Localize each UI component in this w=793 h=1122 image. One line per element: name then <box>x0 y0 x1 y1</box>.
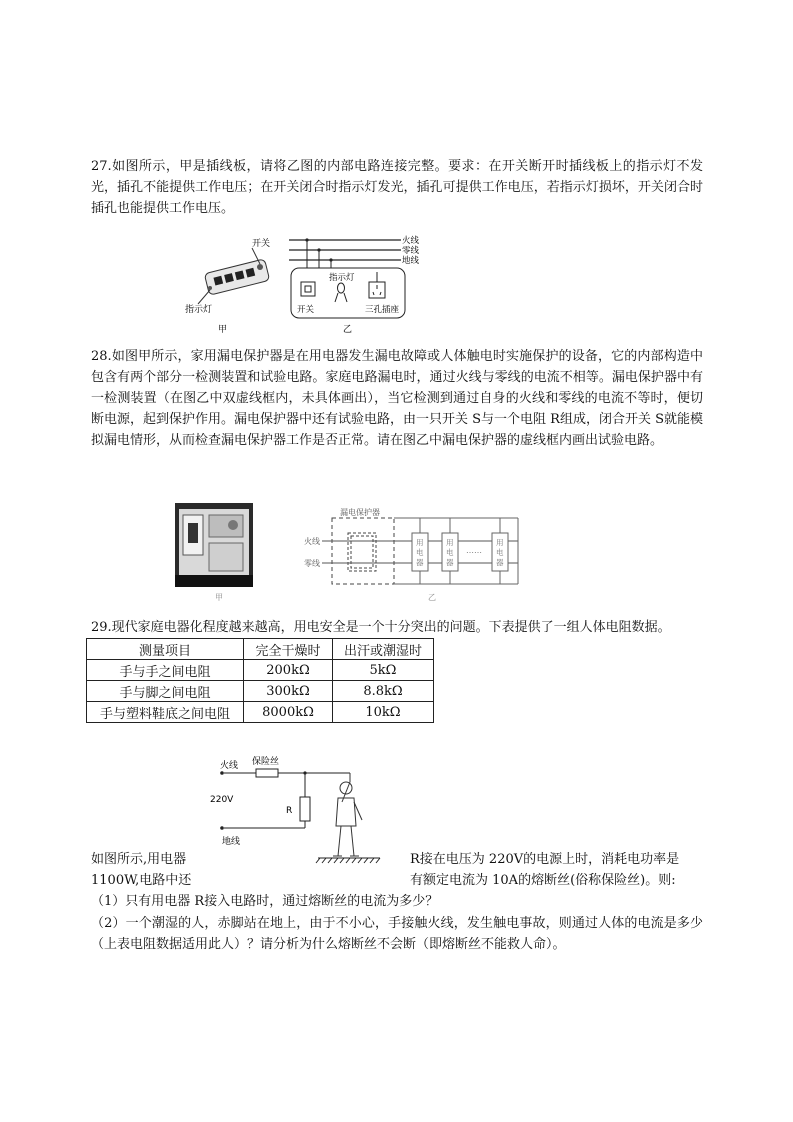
table-header: 完全干燥时 <box>244 639 333 660</box>
q28-protector-title: 漏电保护器 <box>340 508 380 517</box>
svg-text:器: 器 <box>446 558 454 567</box>
q28-neutral-label: 零线 <box>304 559 320 568</box>
svg-text:用: 用 <box>446 538 454 547</box>
lamp-symbol <box>338 283 345 293</box>
svg-text:用: 用 <box>496 538 504 547</box>
appliance-1 <box>412 518 428 584</box>
q27-ground-label: 地线 <box>402 256 420 266</box>
q29-line2-left: 1100W,电路中还 <box>91 873 192 888</box>
resistance-table <box>86 638 434 723</box>
q29-sub1: （1）只有用电器 R接入电路时，通过熔断丝的电流为多少？ <box>91 894 439 909</box>
q27-switch-label: 开关 <box>297 305 315 315</box>
resistor-symbol <box>300 797 310 821</box>
fuse-symbol <box>256 769 278 777</box>
q29-resistor-label: R <box>286 806 293 816</box>
detection-double-dashed-box <box>348 533 376 571</box>
table-cell: 8000kΩ <box>244 702 333 723</box>
q27-text: 27.如图所示，甲是插线板，请将乙图的内部电路连接完整。要求：在开关断开时插线板上的指示灯不发光，插孔不能提供工作电压；在开关闭合时指示灯发光，插孔可提供工作电压，若指示灯损坏，开关闭合时插孔也能提供工作电压。 <box>91 159 703 216</box>
table-cell: 手与脚之间电阻 <box>87 681 244 702</box>
appliance-3 <box>492 518 508 584</box>
q27-socket-label: 三孔插座 <box>365 305 400 315</box>
q29-live-label: 火线 <box>220 761 239 771</box>
power-strip-illustration <box>198 248 270 304</box>
q29-line1-right: R接在电压为 220V的电源上时，消耗电功率是 <box>410 852 680 867</box>
table-row <box>87 702 434 723</box>
q27-neutral-label: 零线 <box>402 246 420 256</box>
svg-text:器: 器 <box>496 558 504 567</box>
q29-sub2: （2）一个潮湿的人，赤脚站在地上，由于不小心，手接触火线，发生触电事故，则通过人体的电流是多少（上表电阻数据适用此人）？请分析为什么熔断丝不会断（即熔断丝不能救人命）。 <box>91 916 703 952</box>
svg-text:电: 电 <box>496 548 504 557</box>
q28-text: 28.如图甲所示，家用漏电保护器是在用电器发生漏电故障或人体触电时实施保护的设备，它的内部构造中包含有两个部分一检测装置和试验电路。家庭电路漏电时，通过火线与零线的电流不相等。漏电保护器中有一检测装置（在图乙中双虚线框内，未具体画出），当它检测到通过自身的火线和零线的电流不等时，便切断电源，起到保护作用。漏电保护器中还有试验电路，由一只开关 S与一个电阻 R组成，闭合开关 S就能模拟漏电情形，从而检查漏电保护器工作是否正常。请在图乙中漏电保护器的虚线框内画出试验电路。 <box>91 349 703 448</box>
q27-jia-lamp-label: 指示灯 <box>185 305 213 315</box>
q29-line1-left: 如图所示,用电器 <box>91 852 187 867</box>
q27-jia-caption: 甲 <box>218 325 228 335</box>
q28-ellipsis: …… <box>466 546 482 555</box>
table-cell: 10kΩ <box>333 702 434 723</box>
appliance-2 <box>442 518 458 584</box>
q29-fuse-label: 保险丝 <box>252 757 280 767</box>
q27-live-label: 火线 <box>402 236 420 246</box>
q28-jia-caption: 甲 <box>215 593 223 602</box>
q27-jia-switch-label: 开关 <box>252 239 271 249</box>
svg-text:电: 电 <box>416 548 424 557</box>
table-cell: 200kΩ <box>244 660 333 681</box>
q28-figure-jia <box>175 503 260 603</box>
q29-voltage-label: 220V <box>210 795 234 805</box>
svg-text:器: 器 <box>416 558 424 567</box>
q27-figure-yi <box>285 232 425 338</box>
q29-figure <box>200 752 410 870</box>
q29-line2-right: 有额定电流为 10A的熔断丝(俗称保险丝)。则: <box>410 873 676 888</box>
table-cell: 5kΩ <box>333 660 434 681</box>
table-header: 测量项目 <box>87 639 244 660</box>
table-cell: 300kΩ <box>244 681 333 702</box>
q27-yi-caption: 乙 <box>343 325 353 335</box>
q28-live-label: 火线 <box>304 537 320 546</box>
person-figure <box>333 773 362 856</box>
table-cell: 手与手之间电阻 <box>87 660 244 681</box>
q27-figure-jia <box>180 232 280 338</box>
table-header: 出汗或潮湿时 <box>333 639 434 660</box>
q29-ground-label: 地线 <box>222 837 241 847</box>
q29-intro: 29.现代家庭电器化程度越来越高，用电安全是一个十分突出的问题。下表提供了一组人体电阻数据。 <box>91 620 671 635</box>
q27-lamp-label: 指示灯 <box>329 273 355 283</box>
q28-yi-caption: 乙 <box>428 593 436 602</box>
protector-dashed-box <box>332 518 394 584</box>
svg-text:用: 用 <box>416 538 424 547</box>
switch-symbol <box>301 282 315 296</box>
table-header-row <box>87 639 434 660</box>
table-cell: 手与塑料鞋底之间电阻 <box>87 702 244 723</box>
table-row <box>87 660 434 681</box>
table-cell: 8.8kΩ <box>333 681 434 702</box>
q28-figure-yi <box>300 503 525 603</box>
table-row <box>87 681 434 702</box>
socket-symbol <box>369 282 385 298</box>
svg-text:电: 电 <box>446 548 454 557</box>
